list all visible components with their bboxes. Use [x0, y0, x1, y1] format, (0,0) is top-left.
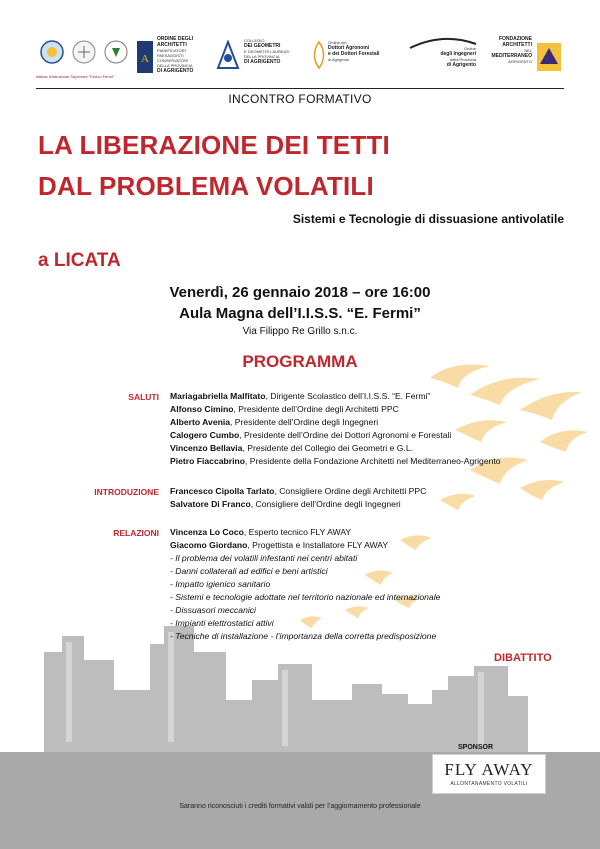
relazioni-list	[170, 526, 440, 643]
architetti-logo-line: PIANIFICATORI	[157, 48, 186, 53]
topic-item: - Tecniche di installazione - l’importanza della corretta predisposizione	[170, 631, 437, 641]
topic-item: - Dissuasori meccanici	[170, 605, 256, 615]
introduzione-list	[170, 485, 426, 511]
fly-away-sponsor-logo	[432, 754, 546, 794]
list-item: Pietro Fiaccabrino, Presidente della Fondazione Architetti nel Mediterraneo-Agrigento	[170, 456, 501, 466]
agronomi-logo-line: Dottori Agronomi	[328, 45, 370, 51]
saluti-list	[170, 390, 501, 468]
collegio-geometri-logo	[216, 34, 306, 88]
topic-item: - Il problema dei volatili infestanti nei centri abitati	[170, 553, 358, 563]
topic-item: - Danni collaterali ad edifici e beni artistici	[170, 566, 328, 576]
list-item: Mariagabriella Malfitato, Dirigente Scolastico dell’I.I.S.S. “E. Fermi”	[170, 391, 431, 401]
ordine-agronomi-logo	[312, 34, 402, 88]
agronomi-mark-icon	[312, 40, 326, 70]
fermi-emblem-icon	[36, 34, 136, 70]
topic-item: - Sistemi e tecnologie adottate nel territorio nazionale ed internazionale	[170, 592, 441, 602]
event-kind: INCONTRO FORMATIVO	[228, 92, 372, 106]
fondazione-logo-line: AGRIGENTO	[508, 59, 532, 64]
list-item: Alfonso Cimino, Presidente dell’Ordine degli Architetti PPC	[170, 404, 399, 414]
agronomi-logo-line: e dei Dottori Forestali	[328, 51, 380, 57]
geometri-logo-line: DI AGRIGENTO	[244, 59, 281, 65]
ordine-architetti-logo	[136, 34, 212, 88]
svg-text:A: A	[141, 53, 149, 65]
fondazione-logo-line: FONDAZIONE	[498, 36, 532, 42]
geometri-logo-line: DEI GEOMETRI	[244, 43, 281, 49]
section-label-relazioni: RELAZIONI	[113, 528, 159, 538]
list-item: Giacomo Giordano, Progettista e Installatore FLY AWAY	[170, 540, 389, 550]
programma-heading: PROGRAMMA	[242, 352, 358, 371]
topic-item: - Impianti elettrostatici attivi	[170, 618, 274, 628]
geometri-logo-line: DELLA PROVINCIA	[244, 54, 280, 59]
bird-icon	[540, 430, 588, 452]
header-divider	[36, 88, 564, 89]
agronomi-logo-line: di Agrigento	[328, 57, 350, 62]
sponsor-label: SPONSOR	[458, 744, 494, 751]
bird-icon	[520, 392, 582, 420]
ingegneri-logo-line: degli Ingegneri	[440, 51, 476, 57]
crediti-note: Saranno riconosciuti i crediti formativi validi per l’aggiornamento professionale	[179, 803, 421, 810]
event-venue: Aula Magna dell’I.I.S.S. “E. Fermi”	[179, 305, 421, 322]
list-item: Vincenza Lo Coco, Esperto tecnico FLY AWAY	[170, 527, 352, 537]
fondazione-mark-icon	[536, 42, 562, 72]
section-label-introduzione: INTRODUZIONE	[94, 487, 159, 497]
fondazione-logo-line: MEDITERRANEO	[491, 53, 532, 59]
ingegneri-logo-line: della Provincia	[449, 57, 476, 62]
list-item: Vincenzo Bellavia, Presidente del Collegio dei Geometri e G.L.	[170, 443, 413, 453]
logos-header	[36, 34, 564, 88]
iiss-fermi-logo	[36, 34, 136, 88]
dibattito-label: DIBATTITO	[494, 652, 552, 664]
section-label-saluti: SALUTI	[128, 392, 159, 402]
event-address: Via Filippo Re Grillo s.n.c.	[242, 326, 358, 337]
topic-item: - Impatto igienico sanitario	[170, 579, 271, 589]
architetti-logo-line: ORDINE DEGLI ARCHITETTI	[157, 36, 194, 48]
sponsor-tagline: ALLONTANAMENTO VOLATILI	[450, 781, 528, 787]
architetti-logo-line: DI AGRIGENTO	[157, 68, 194, 74]
ingegneri-logo-line: di Agrigento	[446, 62, 476, 68]
list-item: Salvatore Di Franco, Consigliere dell’Ordine degli Ingegneri	[170, 499, 401, 509]
architetti-mark-icon	[136, 40, 154, 74]
geometri-mark-icon	[216, 40, 240, 70]
architetti-logo-line: CONSERVATORI	[157, 58, 189, 63]
list-item: Alberto Avenia, Presidente dell’Ordine degli Ingegneri	[170, 417, 379, 427]
event-date: Venerdì, 26 gennaio 2018 – ore 16:00	[169, 284, 431, 301]
event-title-line2: DAL PROBLEMA VOLATILI	[38, 171, 374, 201]
ingegneri-logo-line: Ordine	[463, 46, 476, 51]
fondazione-logo-line: ARCHITETTI	[502, 42, 532, 48]
event-title-line1: LA LIBERAZIONE DEI TETTI	[38, 130, 390, 160]
agronomi-logo-line: Ordine dei	[328, 40, 347, 45]
architetti-logo-line: DELLA PROVINCIA	[157, 63, 193, 68]
fondazione-logo-line: NEL	[524, 48, 532, 53]
bird-icon	[440, 494, 476, 510]
list-item: Francesco Cipolla Tarlato, Consigliere Ordine degli Architetti PPC	[170, 486, 427, 496]
fermi-logo-text: Istituto d'Istruzione Superiore "Enrico Fermi"	[36, 74, 115, 79]
list-item: Calogero Cumbo, Presidente dell’Ordine dei Dottori Agronomi e Forestali	[170, 430, 452, 440]
event-subtitle: Sistemi e Tecnologie di dissuasione antivolatile	[292, 212, 564, 226]
geometri-logo-line: E GEOMETRI LAUREATI	[244, 49, 290, 54]
fondazione-architetti-logo	[484, 34, 564, 88]
ordine-ingegneri-logo	[408, 34, 478, 88]
architetti-logo-line: PAESAGGISTI	[157, 53, 184, 58]
bird-icon	[520, 480, 564, 500]
event-city: a LICATA	[38, 250, 121, 271]
geometri-logo-line: COLLEGIO	[244, 38, 265, 43]
sponsor-brand: FLY AWAY	[444, 760, 534, 779]
